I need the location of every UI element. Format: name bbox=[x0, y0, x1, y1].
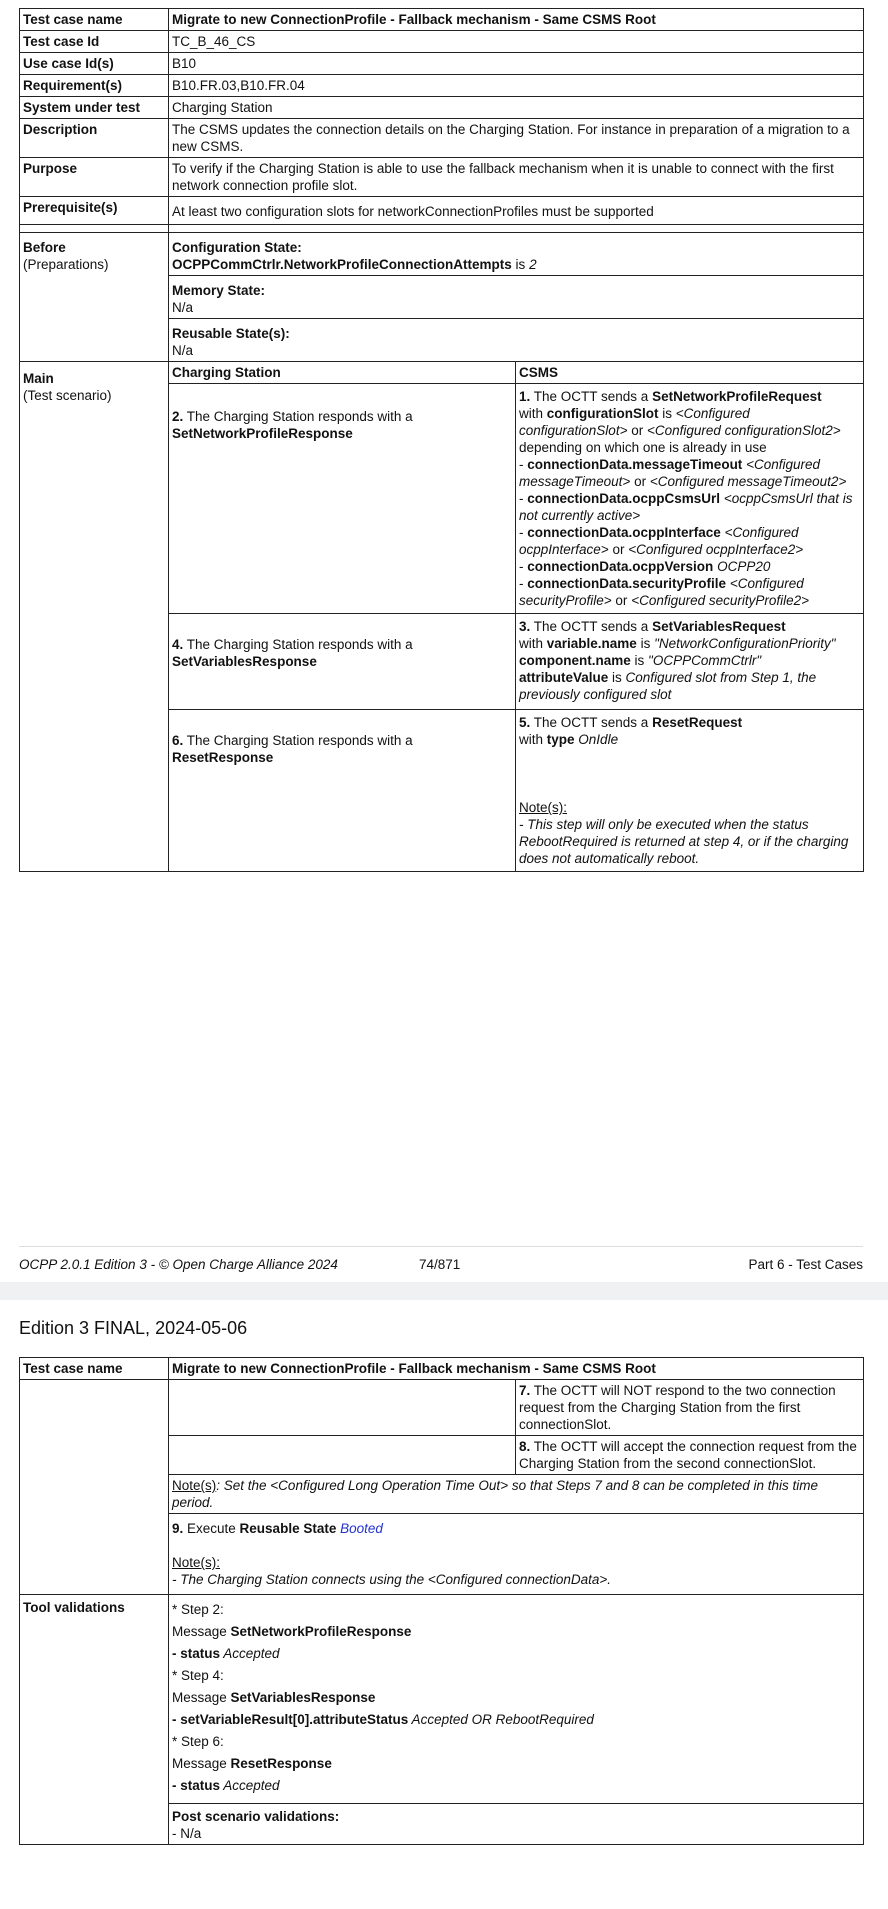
note-label: Note(s): bbox=[519, 800, 568, 815]
note-cell: Note(s): Set the <Configured Long Operation Time Out> so that Steps 7 and 8 can be completed in this time period. bbox=[169, 1475, 864, 1514]
title-row: Test case name Migrate to new ConnectionProfile - Fallback mechanism - Same CSMS Root bbox=[20, 1358, 864, 1380]
main-header-row bbox=[20, 362, 864, 384]
before-config-row bbox=[20, 233, 864, 276]
title-label: Test case name bbox=[20, 9, 169, 31]
test-case-table-continued bbox=[19, 1357, 864, 1845]
tool-validations-cell: * Step 2: Message SetNetworkProfileResponse - status Accepted * Step 4: Message SetVariablesResponse - setVariableResult[0].attributeStatus Accepted OR RebootRequired * Step 6: Message ResetResponse - status Accepted bbox=[169, 1595, 864, 1804]
config-state-cell: Configuration State: OCPPCommCtrlr.NetworkProfileConnectionAttempts is 2 bbox=[169, 233, 864, 276]
before-label: Before bbox=[23, 240, 66, 255]
step-1-cell: 1. The OCTT sends a SetNetworkProfileRequest with configurationSlot is <Configured configurationSlot> or <Configured configurationSlot2> depending on which one is already in use - connectionData.messageTimeout <Configured messageTimeout> or <Configured messageTimeout2> - connectionData.ocppCsmsUrl <ocppCsmsUrl that is not currently active> - connectionData.ocppInterface <Configured ocppInterface> or <Configured ocppInterface2> - connectionData.ocppVersion OCPP20 - connectionData.securityProfile <Configured securityProfile> or <Configured securityProfile2> bbox=[516, 384, 864, 614]
memory-state-cell: Memory State: N/a bbox=[169, 276, 864, 319]
post-scenario-cell: Post scenario validations: - N/a bbox=[169, 1804, 864, 1845]
page-gap bbox=[0, 1282, 888, 1300]
tool-validations-row bbox=[20, 1595, 864, 1804]
edition-header: Edition 3 FINAL, 2024-05-06 bbox=[19, 1318, 248, 1338]
step-8-cell: 8. The OCTT will accept the connection request from the Charging Station from the second connectionSlot. bbox=[516, 1436, 864, 1475]
step-6-cell: 6. The Charging Station responds with a ResetResponse bbox=[169, 710, 516, 872]
before-sublabel: (Preparations) bbox=[23, 257, 109, 272]
row-purpose: Purpose To verify if the Charging Station is able to use the fallback mechanism when it is unable to connect with the first network connection profile slot. bbox=[20, 158, 864, 197]
row-requirements: Requirement(s) B10.FR.03,B10.FR.04 bbox=[20, 75, 864, 97]
before-label-cell bbox=[20, 233, 169, 362]
main-label-cell: Main (Test scenario) bbox=[20, 362, 169, 872]
row-test-case-id: Test case Id TC_B_46_CS bbox=[20, 31, 864, 53]
separator-row bbox=[20, 225, 864, 233]
row-prerequisites: Prerequisite(s) At least two configuration slots for networkConnectionProfiles must be supported bbox=[20, 197, 864, 225]
row-use-case-ids: Use case Id(s) B10 bbox=[20, 53, 864, 75]
row-system-under-test: System under test Charging Station bbox=[20, 97, 864, 119]
step-2-cell: 2. The Charging Station responds with a SetNetworkProfileResponse bbox=[169, 384, 516, 614]
col-charging-station: Charging Station bbox=[169, 362, 516, 384]
col-csms: CSMS bbox=[516, 362, 864, 384]
step-7-row bbox=[20, 1380, 864, 1436]
step-4-cell: 4. The Charging Station responds with a SetVariablesResponse bbox=[169, 614, 516, 710]
booted-link[interactable]: Booted bbox=[340, 1521, 383, 1536]
page-footer bbox=[19, 1246, 863, 1272]
step-3-cell: 3. The OCTT sends a SetVariablesRequest with variable.name is "NetworkConfigurationPriority" component.name is "OCPPCommCtrlr" attributeValue is Configured slot from Step 1, the previously configured slot bbox=[516, 614, 864, 710]
footer-copyright: OCPP 2.0.1 Edition 3 - © Open Charge Alliance 2024 bbox=[19, 1257, 338, 1272]
page-2 bbox=[0, 1300, 888, 1909]
step-7-cell: 7. The OCTT will NOT respond to the two connection request from the Charging Station from the first connectionSlot. bbox=[516, 1380, 864, 1436]
title-value: Migrate to new ConnectionProfile - Fallback mechanism - Same CSMS Root bbox=[169, 9, 864, 31]
tool-validations-label: Tool validations bbox=[20, 1595, 169, 1845]
test-case-table bbox=[19, 8, 864, 872]
note-text: - This step will only be executed when the status RebootRequired is returned at step 4, or if the charging does not automatically reboot. bbox=[519, 817, 849, 866]
reusable-state-cell: Reusable State(s): N/a bbox=[169, 319, 864, 362]
footer-part: Part 6 - Test Cases bbox=[748, 1257, 863, 1272]
step-9-cell: 9. Execute Reusable State Booted Note(s): - The Charging Station connects using the <Configured connectionData>. bbox=[169, 1514, 864, 1595]
step-5-cell: 5. The OCTT sends a ResetRequest with type OnIdle Note(s): - This step will only be executed when the status RebootRequired is returned at step 4, or if the charging does not automatically reboot. bbox=[516, 710, 864, 872]
title-row bbox=[20, 9, 864, 31]
footer-page-number: 74/871 bbox=[419, 1257, 461, 1272]
row-description: Description The CSMS updates the connection details on the Charging Station. For instance in preparation of a migration to a new CSMS. bbox=[20, 119, 864, 158]
